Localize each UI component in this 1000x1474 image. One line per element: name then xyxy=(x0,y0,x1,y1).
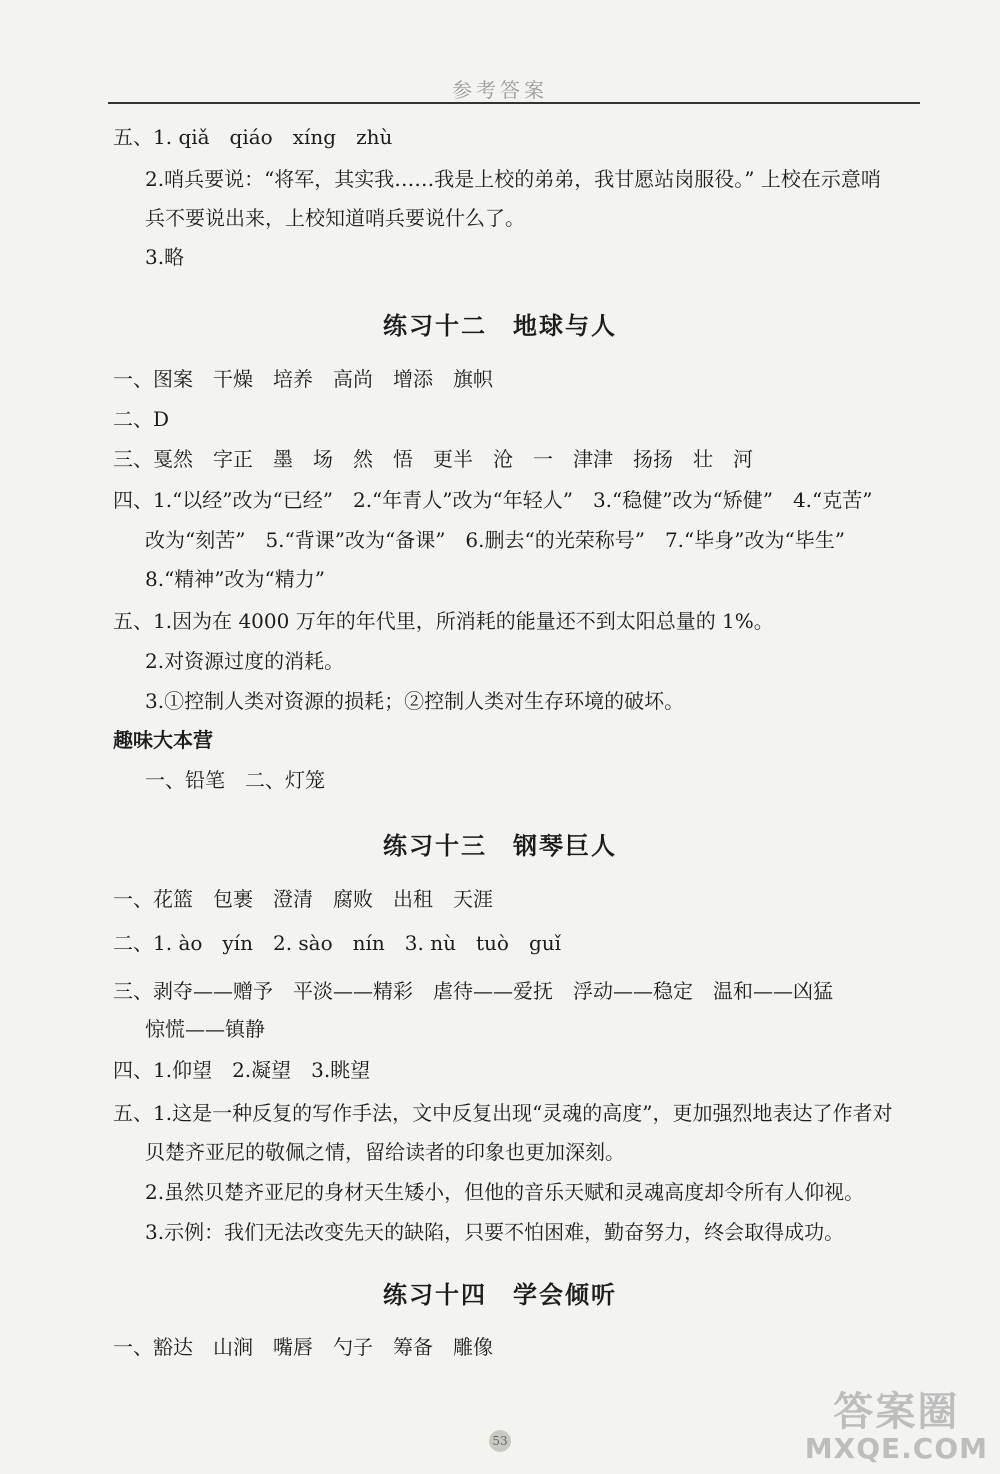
header-divider xyxy=(108,102,920,104)
answer-line: 一、图案 干燥 培养 高尚 增添 旗帜 xyxy=(113,367,493,391)
answer-line: 改为“刻苦” 5.“背课”改为“备课” 6.删去“的光荣称号” 7.“毕身”改为“毕生” xyxy=(145,528,845,552)
answer-line: 五、1. qiǎ qiáo xíng zhù xyxy=(113,125,393,149)
section-title: 练习十三 钢琴巨人 xyxy=(383,832,617,860)
section-title: 练习十四 学会倾听 xyxy=(383,1281,617,1309)
answer-line: 一、花篮 包裹 澄清 腐败 出租 天涯 xyxy=(113,887,493,911)
answer-line: 贝楚齐亚尼的敬佩之情，留给读者的印象也更加深刻。 xyxy=(145,1140,625,1164)
page-header-title: 参考答案 xyxy=(452,78,548,102)
answer-line: 3.①控制人类对资源的损耗；②控制人类对生存环境的破坏。 xyxy=(145,689,685,713)
section-title: 练习十二 地球与人 xyxy=(383,312,617,340)
answer-line: 五、1.这是一种反复的写作手法，文中反复出现“灵魂的高度”，更加强烈地表达了作者对 xyxy=(113,1101,893,1125)
watermark-text: 答案圈 xyxy=(833,1389,960,1435)
watermark-domain: MXQE.COM xyxy=(804,1432,988,1465)
answer-line: 8.“精神”改为“精力” xyxy=(145,567,325,591)
answer-line: 二、D xyxy=(113,407,170,431)
page-number: 53 xyxy=(489,1430,511,1452)
answer-line: 2.对资源过度的消耗。 xyxy=(145,649,345,673)
answer-line: 四、1.“以经”改为“已经” 2.“年青人”改为“年轻人” 3.“稳健”改为“矫健” 4.“克苦” xyxy=(113,488,873,512)
answer-line: 3.示例：我们无法改变先天的缺陷，只要不怕困难，勤奋努力，终会取得成功。 xyxy=(145,1220,845,1244)
answer-line: 一、铅笔 二、灯笼 xyxy=(145,768,325,792)
answer-line: 三、剥夺——赠予 平淡——精彩 虐待——爱抚 浮动——稳定 温和——凶猛 xyxy=(113,979,833,1003)
bonus-section-label: 趣味大本营 xyxy=(113,728,213,752)
answer-line: 2.哨兵要说：“将军，其实我……我是上校的弟弟，我甘愿站岗服役。” 上校在示意哨 xyxy=(145,167,881,191)
answer-line: 五、1.因为在 4000 万年的年代里，所消耗的能量还不到太阳总量的 1%。 xyxy=(113,609,774,633)
answer-line: 2.虽然贝楚齐亚尼的身材天生矮小，但他的音乐天赋和灵魂高度却令所有人仰视。 xyxy=(145,1180,865,1204)
answer-line: 一、豁达 山涧 嘴唇 勺子 筹备 雕像 xyxy=(113,1335,493,1359)
answer-line: 二、1. ào yín 2. sào nín 3. nù tuò guǐ xyxy=(113,931,562,955)
answer-line: 3.略 xyxy=(145,245,185,269)
answer-line: 四、1.仰望 2.凝望 3.眺望 xyxy=(113,1058,371,1082)
answer-line: 三、戛然 字正 墨 场 然 悟 更半 沧 一 津津 扬扬 壮 河 xyxy=(113,447,753,471)
watermark-logo xyxy=(805,1390,988,1464)
answer-line: 兵不要说出来，上校知道哨兵要说什么了。 xyxy=(145,206,525,230)
answer-line: 惊慌——镇静 xyxy=(145,1017,265,1041)
